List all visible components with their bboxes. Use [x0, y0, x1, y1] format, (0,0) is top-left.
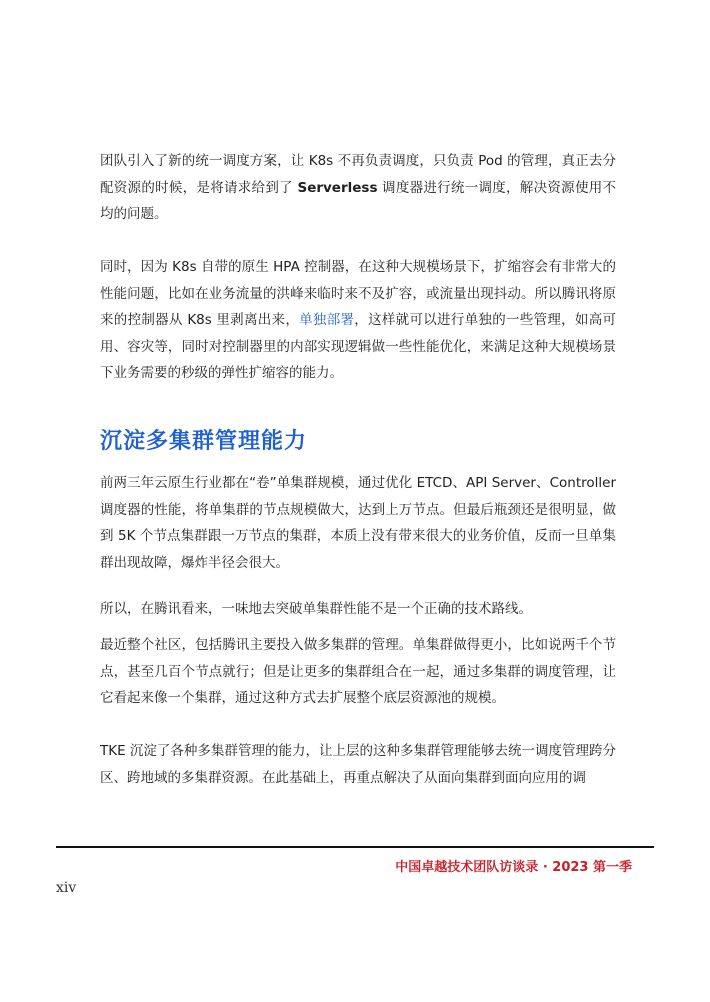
paragraph-single-cluster: 前两三年云原生行业都在“卷”单集群规模，通过优化 ETCD、API Server、Controller 调度器的性能，将单集群的节点规模做大，达到上万节点。但最后瓶颈还是很明显，做到 5K 个节点集群跟一万节点的集群，本质上没有带来很大的业务价值，反而一旦单集群出现故障，爆炸半径会很大。 [100, 475, 616, 571]
serverless-term: Serverless [297, 179, 378, 196]
section-heading: 沉淀多集群管理能力 [100, 429, 308, 454]
paragraph-text: 团队引入了新的统一调度方案，让 K8s 不再负责调度，只负责 Pod 的管理，真正去分配资源的时候，是将请求给到了 [100, 153, 616, 196]
paragraph-tke: TKE 沉淀了各种多集群管理的能力，让上层的这种多集群管理能够去统一调度管理跨分区、跨地域的多集群资源。在此基础上，再重点解决了从面向集群到面向应用的调 [100, 743, 616, 786]
paragraph-scheduling [100, 148, 616, 228]
deploy-link[interactable]: 单独部署 [299, 312, 355, 328]
paragraph-hpa-controller [100, 254, 616, 387]
page-number: xiv [56, 880, 77, 896]
paragraph-multi-cluster: 最近整个社区，包括腾讯主要投入做多集群的管理。单集群做得更小，比如说两千个节点，甚至几百个节点就行；但是让更多的集群组合在一起，通过多集群的调度管理，让它看起来像一个集群，通过这种方式去扩展整个底层资源池的规模。 [100, 637, 616, 706]
footer-divider [56, 846, 654, 848]
paragraph-text: 同时，因为 K8s 自带的原生 HPA 控制器，在这种大规模场景下，扩缩容会有非常大的性能问题，比如在业务流量的洪峰来临时来不及扩容，或流量出现抖动。所以腾讯将原来的控制器从 K8s 里剥离出来， [100, 259, 616, 328]
footer-title: 中国卓越技术团队访谈录 · 2023 第一季 [395, 860, 632, 875]
paragraph-text: ，这样就可以进行单独的一些管理，如高可用、容灾等，同时对控制器里的内部实现逻辑做一些性能优化，来满足这种大规模场景下业务需要的秒级的弹性扩缩容的能力。 [100, 312, 617, 381]
paragraph-conclusion: 所以，在腾讯看来，一味地去突破单集群性能不是一个正确的技术路线。 [100, 601, 532, 617]
paragraph-text: 调度器进行统一调度，解决资源使用不均的问题。 [100, 179, 616, 222]
